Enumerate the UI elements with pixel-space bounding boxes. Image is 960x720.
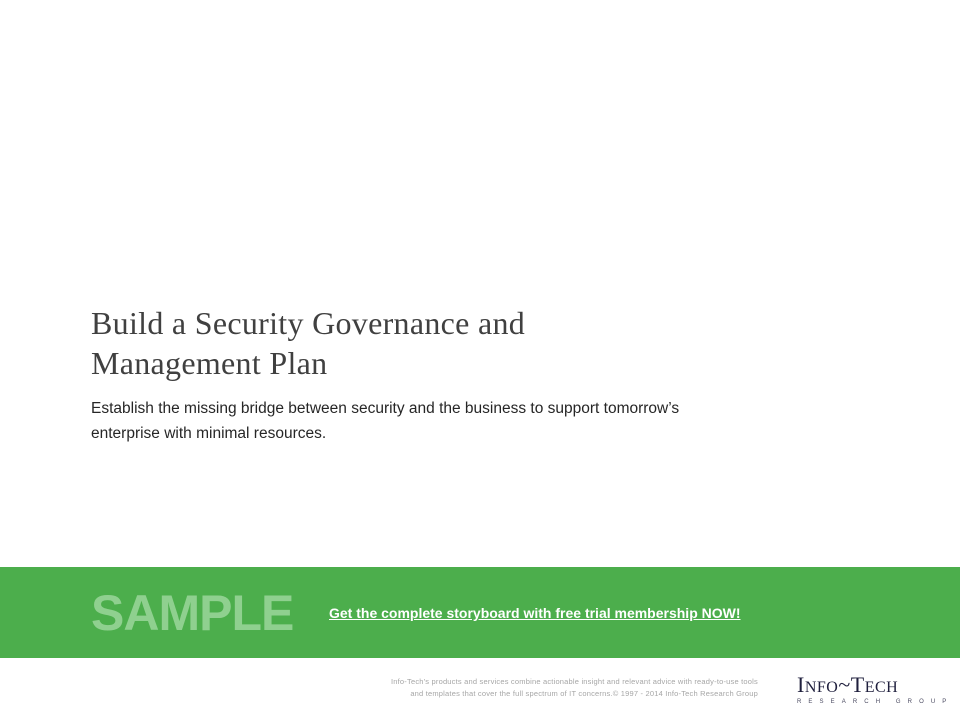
footer-line-2: and templates that cover the full spectrum of IT concerns.© 1997 - 2014 Info-Tech Research Group [410,689,758,698]
slide-title-line-2: Management Plan [91,345,328,381]
footer-line-1: Info-Tech's products and services combine actionable insight and relevant advice with ready-to-use tools [390,677,758,686]
slide-title-line-1: Build a Security Governance and [91,305,526,341]
slide-subtitle-line-1: Establish the missing bridge between security and the business to support tomorrow’s [91,400,680,417]
free-trial-link[interactable]: Get the complete storyboard with free trial membership NOW! [329,605,741,621]
footer-disclaimer [240,676,758,700]
logo-tagline: RESEARCH GROUP [797,699,954,705]
sample-watermark: SAMPLE [91,585,294,641]
slide-subtitle-line-2: enterprise with minimal resources. [91,425,327,442]
slide-title [91,303,791,383]
logo-wordmark: INFO~TECH [797,672,899,697]
slide-subtitle [91,396,831,446]
info-tech-logo [797,672,954,708]
